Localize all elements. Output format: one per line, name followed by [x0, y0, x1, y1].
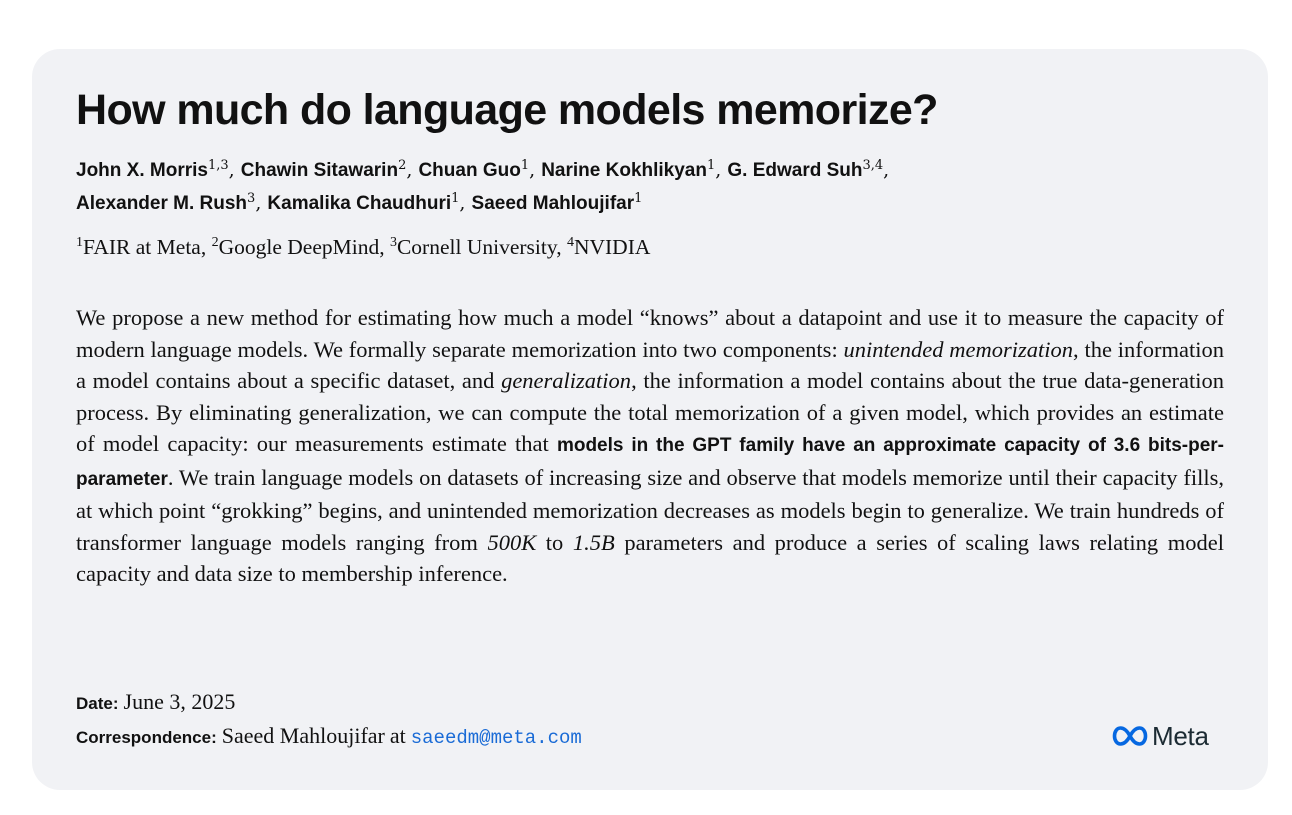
author-name: Kamalika Chaudhuri	[267, 193, 452, 214]
author-affiliation-mark: 1,3	[207, 158, 229, 173]
author-affiliation-mark: 3,4	[862, 158, 884, 173]
author-name: Chuan Guo	[418, 160, 521, 181]
affiliations: $^1$FAIR at Meta, $^2$Google DeepMind, $^3$Cornell University, $^4$NVIDIA	[76, 235, 651, 259]
date-label: Date:	[76, 694, 119, 713]
affiliation-number: 1	[76, 235, 83, 250]
abstract-text	[76, 302, 1224, 590]
abstract-emphasis: unintended memorization	[843, 336, 1074, 362]
meta-infinity-icon	[1112, 725, 1148, 747]
abstract-segment: . We train language models on datasets of increasing size and observe that models memorize until their capacity fills, at which point “grokking” begins, and unintended memorization decreases as models begin to generalize. We train hundreds of transformer language models ranging from	[76, 464, 1224, 555]
paper-title: How much do language models memorize?	[76, 86, 938, 134]
abstract-segment: , the information a model contains about the true data-generation process. By eliminating generalization, we can compute the total memorization of a given model, which provides an estimate of model capacity: our measurements estimate that	[76, 368, 1224, 456]
author-name: John X. Morris	[76, 160, 208, 181]
correspondence-label: Correspondence:	[76, 728, 217, 747]
paper-metadata	[76, 686, 582, 754]
correspondence-email-link[interactable]: saeedm@meta.com	[410, 727, 582, 749]
affiliation-number: 4	[566, 235, 574, 250]
abstract-segment: to	[536, 529, 573, 555]
affiliation-number: 3	[389, 235, 397, 250]
abstract-emphasis: generalization	[501, 368, 632, 393]
author-affiliation-mark: 1	[634, 191, 643, 206]
author-line-1: John X. Morris$^{1,3}$, Chawin Sitawarin$^2$, Chuan Guo$^1$, Narine Kokhlikyan$^1$, G. Edward Suh$^{3,4}$,	[76, 158, 890, 181]
abstract-math: 1.5B	[572, 529, 615, 555]
author-name: Narine Kokhlikyan	[541, 160, 707, 181]
affiliation-name: Google DeepMind	[218, 235, 380, 259]
author-affiliation-mark: 1	[451, 191, 460, 206]
author-affiliation-mark: 1	[520, 158, 530, 173]
author-name: G. Edward Suh	[727, 160, 863, 181]
date-row	[76, 686, 582, 720]
abstract-segment: , the information a model contains about a specific dataset, and	[76, 336, 1224, 393]
affiliation-name: FAIR at Meta	[83, 235, 201, 259]
affiliation-name: Cornell University	[396, 235, 557, 259]
author-name: Saeed Mahloujifar	[471, 193, 635, 214]
affiliation-name: NVIDIA	[573, 235, 651, 259]
author-name: Alexander M. Rush	[76, 193, 248, 214]
author-affiliation-mark: 1	[706, 158, 716, 173]
abstract-segment: parameters and produce a series of scaling laws relating model capacity and data size to membership inference.	[76, 529, 1224, 586]
abstract-math: 500K	[487, 529, 537, 555]
date-value: June 3, 2025	[123, 689, 236, 714]
author-name: Chawin Sitawarin	[240, 160, 399, 181]
meta-wordmark: Meta	[1152, 720, 1209, 751]
correspondence-row	[76, 720, 582, 754]
author-list	[76, 154, 1226, 220]
abstract-segment: We propose a new method for estimating how much a model “knows” about a datapoint and use it to measure the capacity of modern language models. We formally separate memorization into two components:	[76, 305, 1224, 362]
correspondence-at: at	[389, 723, 406, 748]
affiliation-number: 2	[211, 235, 219, 250]
correspondence-name: Saeed Mahloujifar	[221, 723, 385, 748]
author-line-2: Alexander M. Rush$^3$, Kamalika Chaudhuri$^1$, Saeed Mahloujifar$^1$	[76, 191, 643, 214]
author-affiliation-mark: 3	[247, 191, 256, 206]
meta-logo	[1112, 719, 1209, 753]
abstract-key-finding: models in the GPT family have an approximate capacity of 3.6 bits-per-parameter	[76, 435, 1224, 490]
author-affiliation-mark: 2	[398, 158, 407, 173]
